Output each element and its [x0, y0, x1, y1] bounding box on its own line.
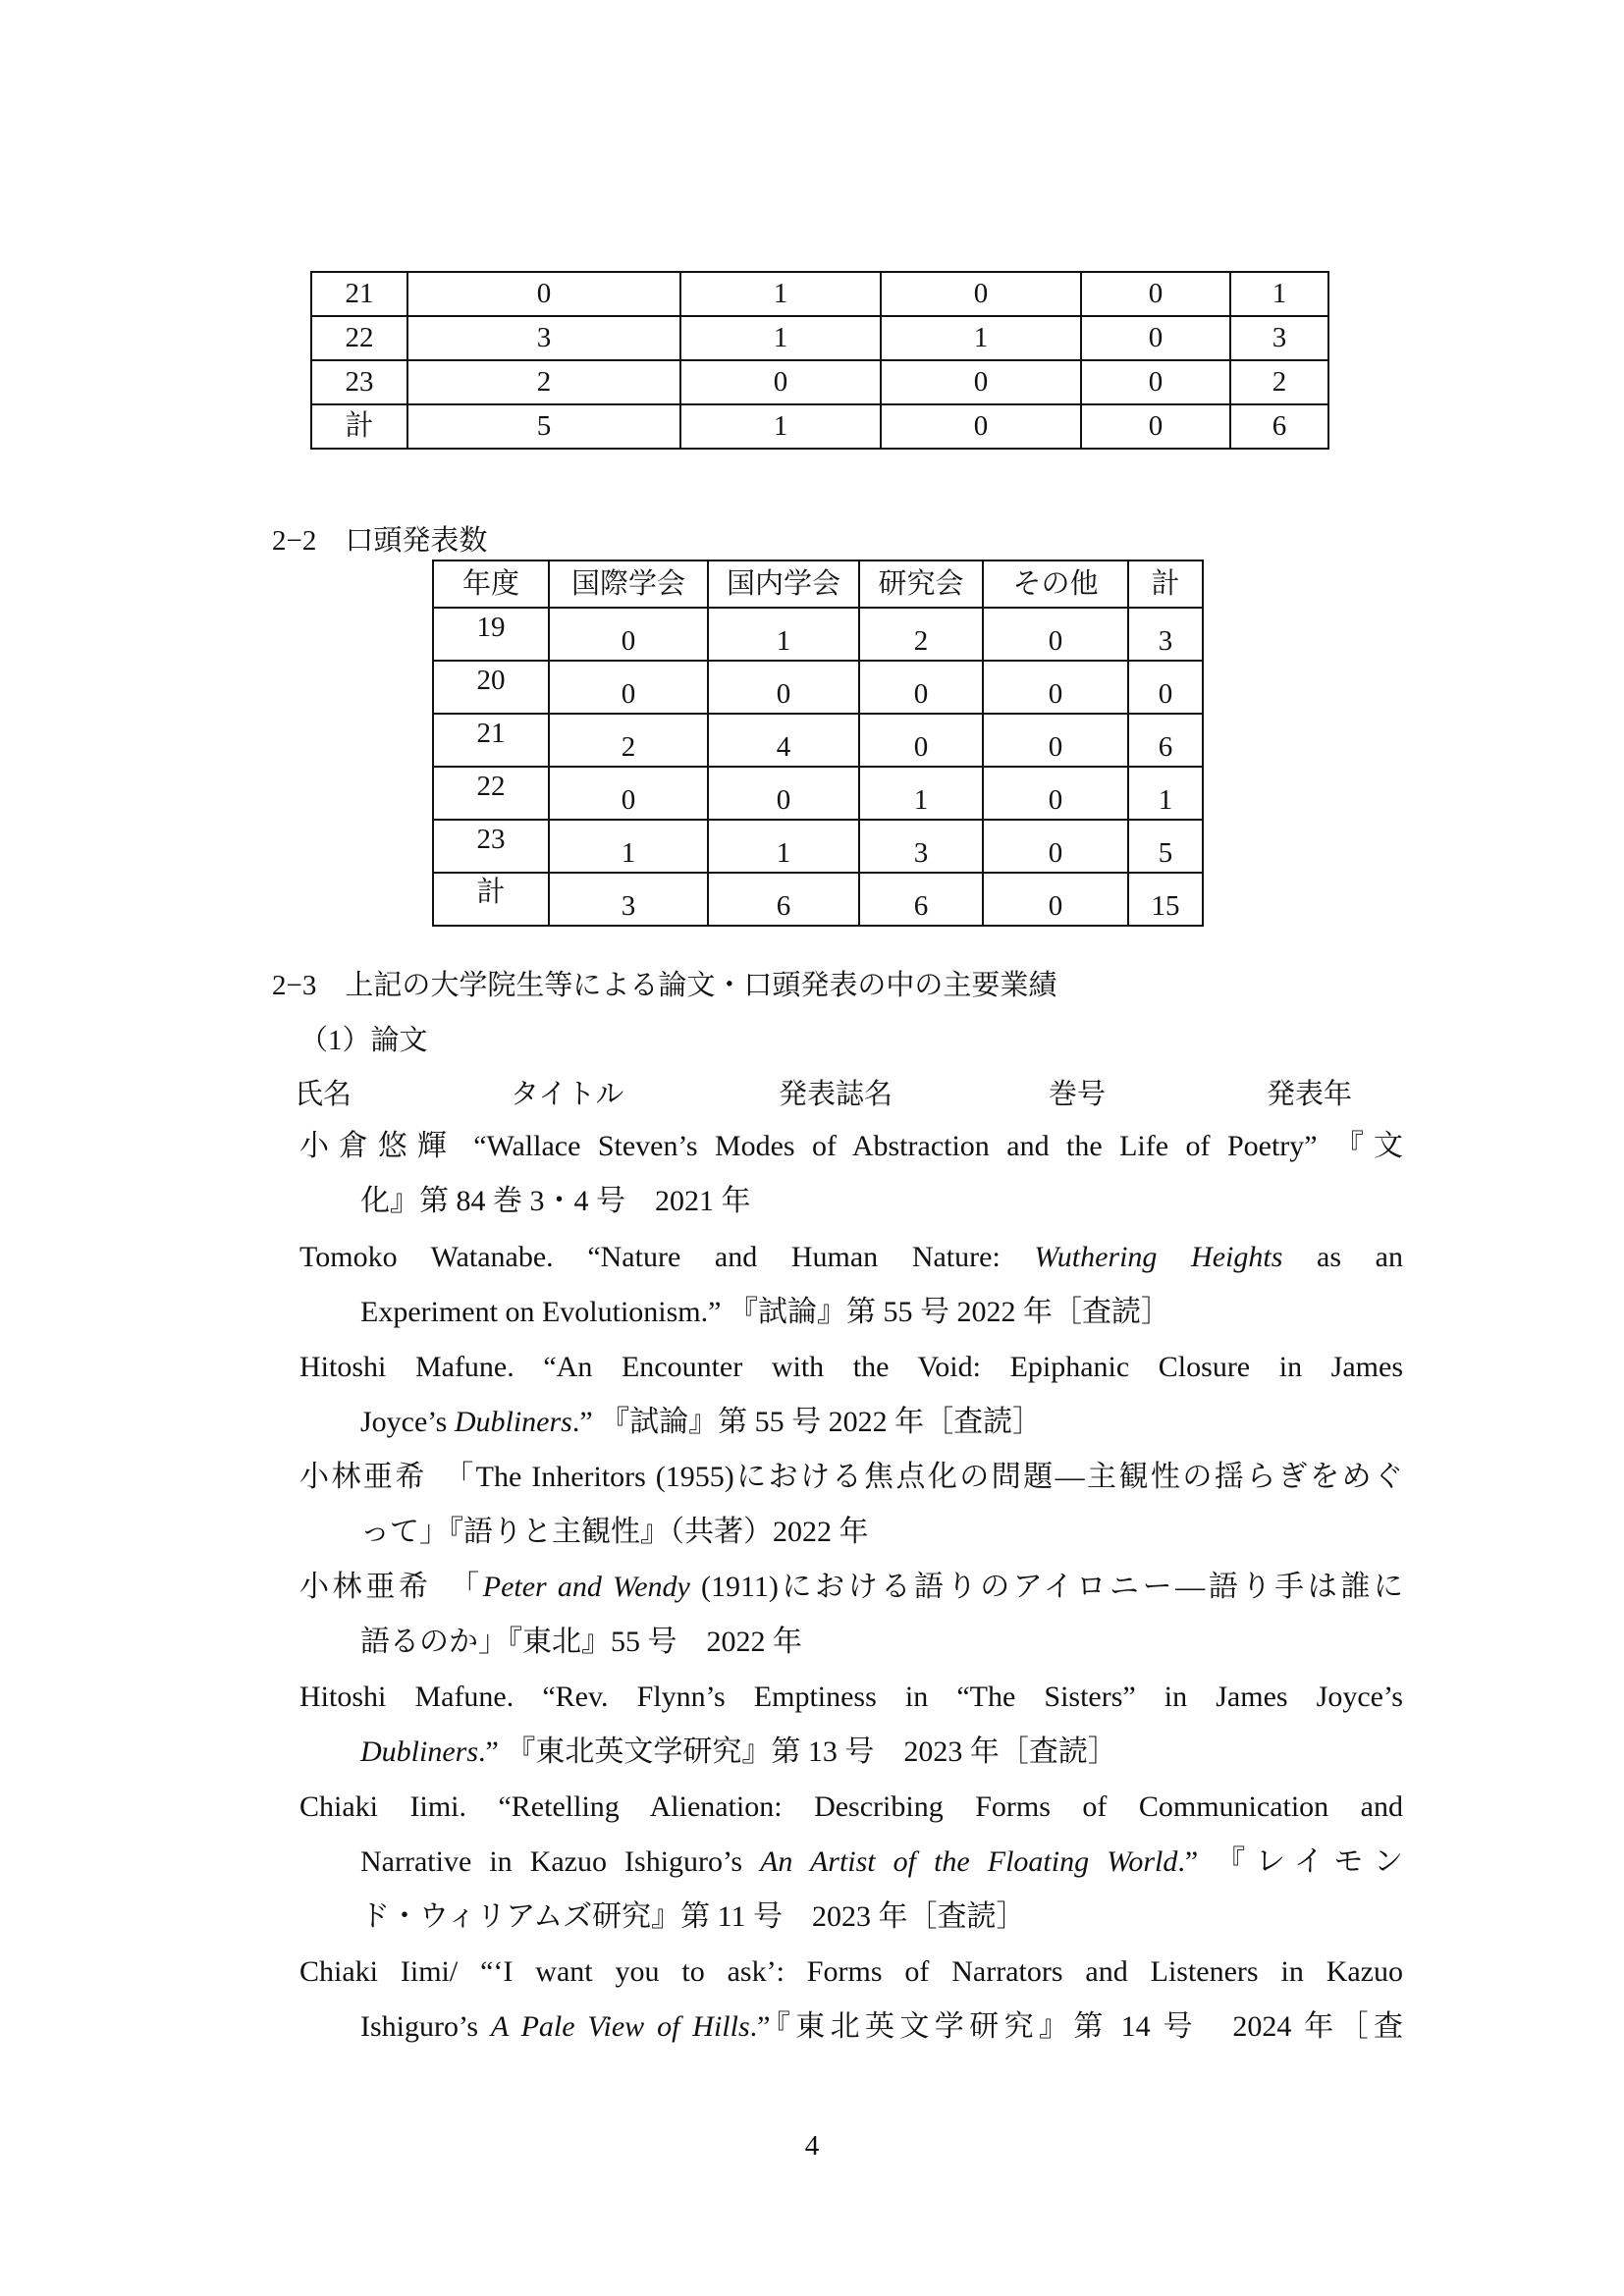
table-row [433, 714, 1203, 767]
reference-entry: 小倉悠輝 “Wallace Steven’s Modes of Abstraction and the Life of Poetry” 『文 化』第 84 巻 3・4 号 2021 年 [299, 1130, 1403, 1217]
table-row [311, 316, 1328, 360]
table-cell: 0 [859, 714, 983, 767]
table-header-row [433, 561, 1203, 608]
table-row [433, 661, 1203, 714]
table-cell: 0 [1081, 272, 1230, 316]
section-heading-oral-presentations: 2−2 口頭発表数 [272, 525, 488, 557]
page-number: 4 [804, 2130, 820, 2162]
table-cell: 21 [311, 272, 407, 316]
table-cell: 0 [1081, 316, 1230, 360]
table-cell: 0 [708, 767, 859, 820]
table-cell: 19 [433, 608, 549, 661]
table-row [433, 820, 1203, 873]
table-cell: 0 [881, 360, 1081, 404]
table-cell: 1 [708, 608, 859, 661]
table-header-cell: 研究会 [859, 561, 983, 608]
table-cell: 6 [708, 873, 859, 926]
paper-count-table [310, 271, 1329, 450]
column-header-journal: 発表誌名 [779, 1079, 893, 1110]
table-cell: 計 [311, 404, 407, 449]
table-header-cell: 国際学会 [549, 561, 708, 608]
reference-entry: 小林亜希 「Peter and Wendy (1911)における語りのアイロニー—語り手は誰に 語るのか」『東北』55 号 2022 年 [299, 1571, 1403, 1658]
table-cell: 22 [311, 316, 407, 360]
table-row [433, 767, 1203, 820]
table-cell: 計 [433, 873, 549, 926]
table-row [433, 608, 1203, 661]
table-cell: 3 [859, 820, 983, 873]
table-cell: 5 [407, 404, 680, 449]
table-cell: 0 [881, 404, 1081, 449]
table-cell: 1 [680, 404, 881, 449]
table-cell: 22 [433, 767, 549, 820]
table-cell: 3 [1128, 608, 1203, 661]
table-cell: 15 [1128, 873, 1203, 926]
column-header-year: 発表年 [1267, 1079, 1353, 1110]
table-cell: 4 [708, 714, 859, 767]
table-cell: 6 [1230, 404, 1328, 449]
table-cell: 2 [407, 360, 680, 404]
section-heading-major-achievements: 2−3 上記の大学院生等による論文・口頭発表の中の主要業績 [272, 970, 1057, 1001]
table-header-cell: 計 [1128, 561, 1203, 608]
table-cell: 1 [859, 767, 983, 820]
table-cell: 0 [549, 608, 708, 661]
oral-presentation-table [432, 560, 1204, 927]
table-cell: 0 [708, 661, 859, 714]
table-cell: 0 [983, 767, 1128, 820]
table-cell: 0 [549, 661, 708, 714]
reference-entry: Tomoko Watanabe. “Nature and Human Nature: Wuthering Heights as an Experiment on Evolutionism.” 『試論』第 55 号 2022 年［査読］ [299, 1241, 1403, 1328]
table-cell: 0 [859, 661, 983, 714]
table-cell: 0 [983, 820, 1128, 873]
table-cell: 1 [708, 820, 859, 873]
table-cell: 23 [433, 820, 549, 873]
table-cell: 0 [983, 873, 1128, 926]
table-row [311, 404, 1328, 449]
table-cell: 0 [983, 661, 1128, 714]
table-cell: 0 [407, 272, 680, 316]
table-cell: 2 [549, 714, 708, 767]
table-cell: 1 [549, 820, 708, 873]
table-cell: 3 [407, 316, 680, 360]
table-header-cell: 年度 [433, 561, 549, 608]
table-cell: 0 [881, 272, 1081, 316]
table-row [433, 873, 1203, 926]
table-cell: 1 [1128, 767, 1203, 820]
table-cell: 1 [680, 316, 881, 360]
table-cell: 0 [549, 767, 708, 820]
table-cell: 0 [983, 608, 1128, 661]
table-cell: 0 [680, 360, 881, 404]
reference-entry: Chiaki Iimi. “Retelling Alienation: Describing Forms of Communication and Narrative in Kazuo Ishiguro’s An Artist of the Floating World.” 『レイモン ド・ウィリアムズ研究』第 11 号 2023 年［査読］ [299, 1790, 1403, 1933]
column-header-title: タイトル [511, 1079, 624, 1110]
table-cell: 1 [881, 316, 1081, 360]
reference-entry: 小林亜希 「The Inheritors (1955)における焦点化の問題—主観性の揺らぎをめぐ って」『語りと主観性』（共著）2022 年 [299, 1461, 1403, 1548]
table-row [311, 360, 1328, 404]
subsection-heading-papers: （1）論文 [299, 1025, 428, 1056]
table-cell: 2 [1230, 360, 1328, 404]
table-cell: 23 [311, 360, 407, 404]
table-cell: 21 [433, 714, 549, 767]
reference-entry: Hitoshi Mafune. “An Encounter with the Void: Epiphanic Closure in James Joyce’s Dubliners.” 『試論』第 55 号 2022 年［査読］ [299, 1351, 1403, 1438]
reference-entry: Chiaki Iimi/ “‘I want you to ask’: Forms of Narrators and Listeners in Kazuo Ishiguro’s A Pale View of Hills.”『東北英文学研究』第 14 号 2024 年［査 [299, 1955, 1403, 2043]
column-header-name: 氏名 [295, 1079, 352, 1110]
table-cell: 6 [1128, 714, 1203, 767]
table-row [311, 272, 1328, 316]
table-cell: 5 [1128, 820, 1203, 873]
reference-entry: Hitoshi Mafune. “Rev. Flynn’s Emptiness in “The Sisters” in James Joyce’s Dubliners.” 『東北英文学研究』第 13 号 2023 年［査読］ [299, 1681, 1403, 1768]
table-cell: 1 [680, 272, 881, 316]
table-header-cell: 国内学会 [708, 561, 859, 608]
table-cell: 1 [1230, 272, 1328, 316]
table-cell: 6 [859, 873, 983, 926]
table-cell: 3 [549, 873, 708, 926]
table-cell: 2 [859, 608, 983, 661]
table-header-cell: その他 [983, 561, 1128, 608]
table-cell: 3 [1230, 316, 1328, 360]
table-cell: 0 [1081, 404, 1230, 449]
table-cell: 20 [433, 661, 549, 714]
column-header-volume: 巻号 [1049, 1079, 1107, 1110]
table-cell: 0 [983, 714, 1128, 767]
table-cell: 0 [1081, 360, 1230, 404]
table-cell: 0 [1128, 661, 1203, 714]
